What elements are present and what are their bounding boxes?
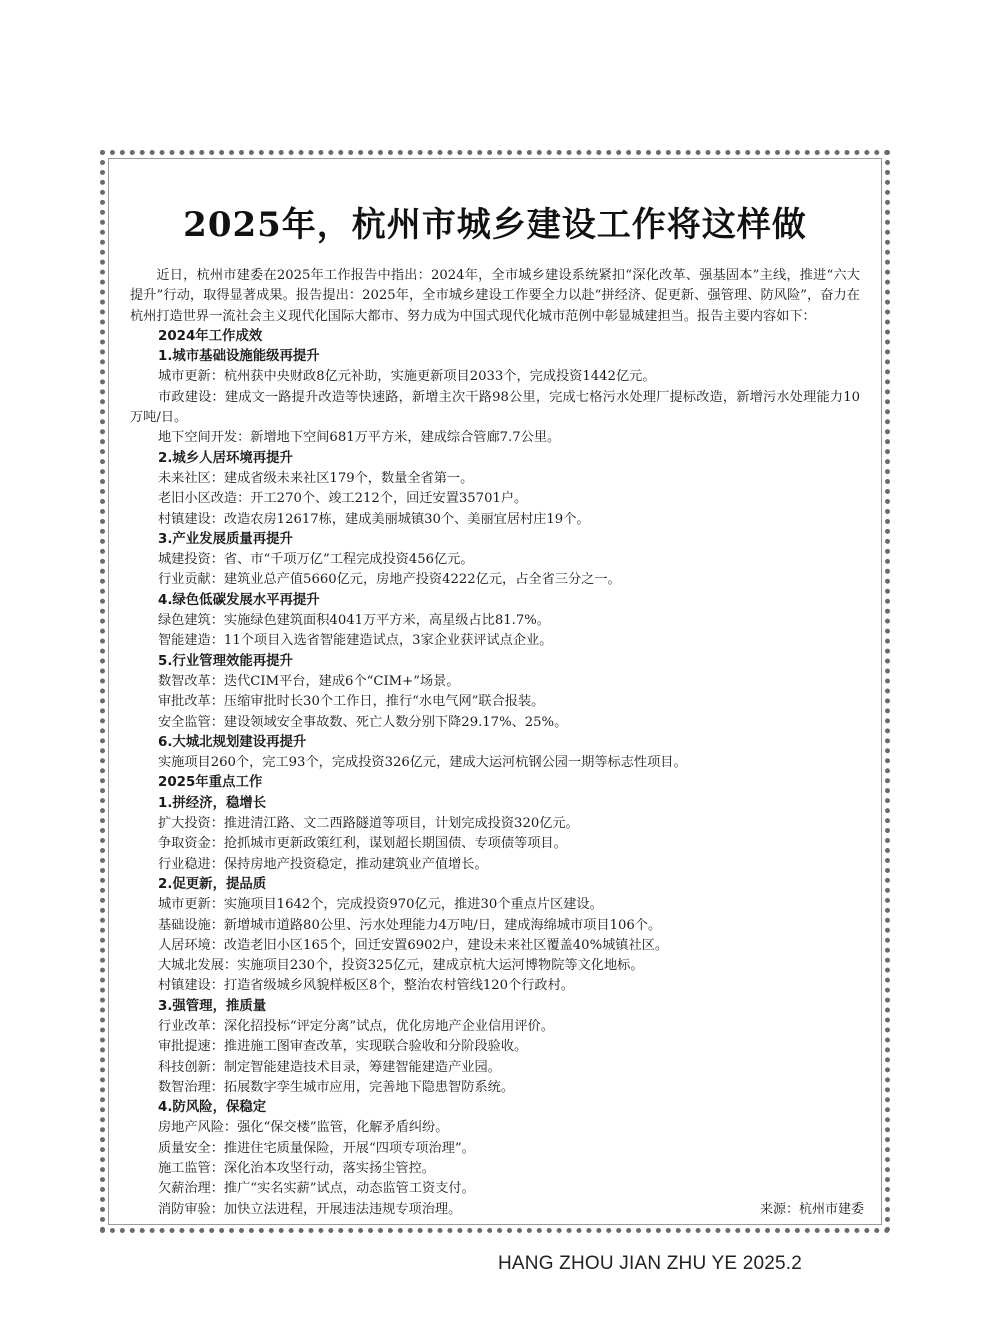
list-item: 大城北发展：实施项目230个，投资325亿元，建成京杭大运河博物院等文化地标。 [158, 958, 644, 974]
list-item: 实施项目260个，完工93个，完成投资326亿元，建成大运河杭钢公园一期等标志性项目。 [158, 755, 687, 771]
list-item: 数智改革：迭代CIM平台，建成6个“CIM+”场景。 [158, 673, 460, 689]
list-item: 欠薪治理：推广“实名实薪”试点，动态监管工资支付。 [158, 1181, 475, 1197]
list-item: 智能建造：11个项目入选省智能建造试点，3家企业获评试点企业。 [158, 633, 553, 649]
section-heading: 4.绿色低碳发展水平再提升 [158, 592, 320, 608]
list-item: 市政建设：建成文一路提升改造等快速路，新增主次干路98公里，完成七格污水处理厂提标改造，新增污水处理能力10万吨/日。 [130, 389, 860, 426]
list-item: 扩大投资：推进清江路、文二西路隧道等项目，计划完成投资320亿元。 [158, 816, 579, 832]
list-item: 城市更新：实施项目1642个，完成投资970亿元，推进30个重点片区建设。 [158, 897, 603, 913]
section-heading: 4.防风险，保稳定 [158, 1100, 267, 1116]
part-heading: 2024年工作成效 [158, 328, 263, 344]
section-heading: 1.拼经济，稳增长 [158, 795, 267, 811]
list-item: 人居环境：改造老旧小区165个，回迁安置6902户，建设未来社区覆盖40%城镇社区。 [158, 937, 669, 953]
section-heading: 6.大城北规划建设再提升 [158, 734, 307, 750]
section-heading: 2.城乡人居环境再提升 [158, 450, 293, 466]
list-item: 老旧小区改造：开工270个、竣工212个，回迁安置35701户。 [158, 491, 528, 507]
list-item: 施工监管：深化治本攻坚行动，落实扬尘管控。 [158, 1161, 435, 1177]
section-heading: 1.城市基础设施能级再提升 [158, 349, 320, 365]
article-title: 2025年，杭州市城乡建设工作将这样做 [183, 205, 807, 245]
list-item: 数智治理：拓展数字孪生城市应用，完善地下隐患智防系统。 [158, 1079, 515, 1095]
section-heading: 2.促更新，提品质 [158, 876, 267, 892]
list-item: 绿色建筑：实施绿色建筑面积4041万平方米，高星级占比81.7%。 [158, 613, 550, 629]
page-footer: HANG ZHOU JIAN ZHU YE 2025.2 [498, 1253, 803, 1274]
list-item: 审批改革：压缩审批时长30个工作日，推行“水电气网”联合报装。 [158, 694, 545, 710]
part-heading: 2025年重点工作 [158, 775, 263, 791]
list-item: 房地产风险：强化“保交楼”监管，化解矛盾纠纷。 [158, 1120, 449, 1136]
list-item: 科技创新：制定智能建造技术目录，筹建智能建造产业园。 [158, 1059, 501, 1075]
list-item: 审批提速：推进施工图审查改革，实现联合验收和分阶段验收。 [158, 1039, 528, 1055]
list-item: 村镇建设：打造省级城乡风貌样板区8个，整治农村管线120个行政村。 [158, 978, 574, 994]
list-item: 消防审验：加快立法进程，开展违法违规专项治理。 [158, 1201, 462, 1217]
list-item: 质量安全：推进住宅质量保险，开展“四项专项治理”。 [158, 1140, 475, 1156]
article-body [130, 266, 860, 1220]
list-item: 地下空间开发：新增地下空间681万平方米，建成综合管廊7.7公里。 [158, 430, 561, 446]
section-heading: 3.强管理，推质量 [158, 998, 267, 1014]
source-credit: 来源：杭州市建委 [759, 1202, 864, 1217]
list-item: 争取资金：抢抓城市更新政策红利，谋划超长期国债、专项债等项目。 [158, 836, 567, 852]
list-item: 行业贡献：建筑业总产值5660亿元，房地产投资4222亿元，占全省三分之一。 [158, 572, 621, 588]
list-item: 村镇建设：改造农房12617栋，建成美丽城镇30个、美丽宜居村庄19个。 [158, 511, 590, 527]
section-heading: 3.产业发展质量再提升 [158, 531, 293, 547]
list-item: 安全监管：建设领域安全事故数、死亡人数分别下降29.17%、25%。 [158, 714, 568, 730]
section-heading: 5.行业管理效能再提升 [158, 653, 293, 669]
list-item: 城市更新：杭州获中央财政8亿元补助，实施更新项目2033个，完成投资1442亿元。 [158, 369, 656, 385]
list-item: 未来社区：建成省级未来社区179个，数量全省第一。 [158, 470, 474, 486]
list-item: 行业稳进：保持房地产投资稳定，推动建筑业产值增长。 [158, 856, 488, 872]
list-item: 城建投资：省、市“千项万亿”工程完成投资456亿元。 [158, 552, 474, 568]
intro-paragraph: 近日，杭州市建委在2025年工作报告中指出：2024年，全市城乡建设系统紧扣“深化改革、强基固本”主线，推进“六大提升”行动，取得显著成果。报告提出：2025年，全市城乡建设工作要全力以赴“拼经济、促更新、强管理、防风险”，奋力在杭州打造世界一流社会主义现代化国际大都市、努力成为中国式现代化城市范例中彰显城建担当。报告主要内容如下： [130, 268, 860, 324]
list-item: 行业改革：深化招投标“评定分离”试点，优化房地产企业信用评价。 [158, 1018, 554, 1034]
list-item: 基础设施：新增城市道路80公里、污水处理能力4万吨/日，建成海绵城市项目106个。 [158, 917, 662, 933]
